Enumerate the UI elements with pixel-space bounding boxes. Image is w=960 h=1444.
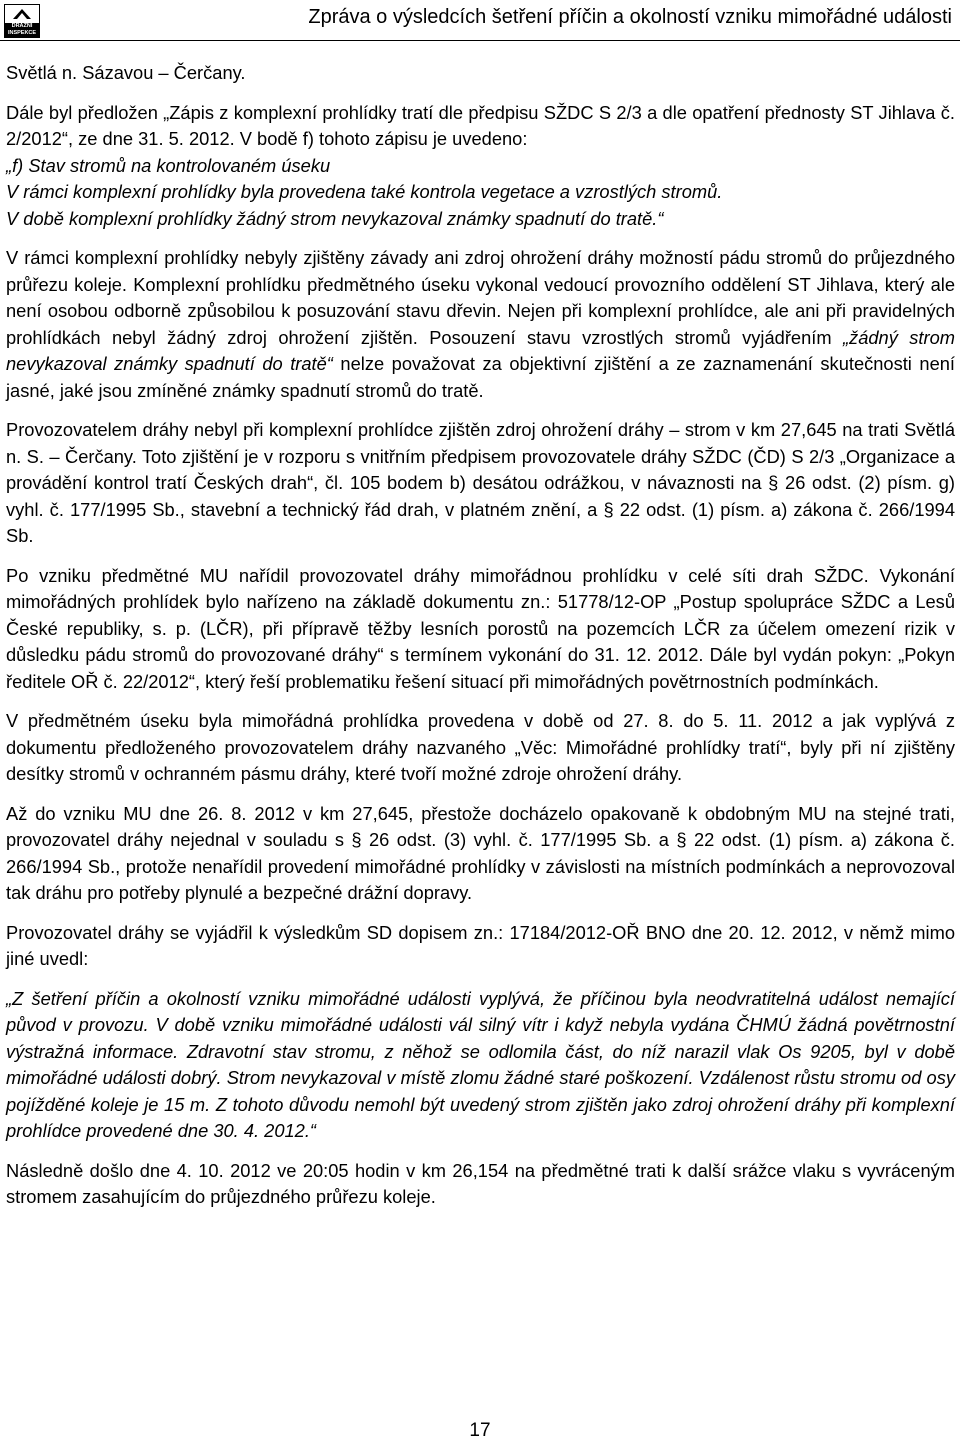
paragraph-assessment: [6, 245, 955, 404]
assessment-inline-quote: „žádný strom nevykazoval známky spadnutí do tratě“: [6, 326, 955, 374]
document-body: [6, 60, 955, 1224]
assessment-text: V rámci komplexní prohlídky nebyly zjištěny závady ani zdroj ohrožení dráhy možností pádu stromů do průjezdného průřezu koleje. Komplexní prohlídku předmětného úseku vykonal vedoucí provozního oddělení ST Jihlava, který ale není osobou odborně způsobilou k posuzování stavu dřevin. Nejen při komplexní prohlídce, ale ani při pravidelných prohlídkách nebyl žádný zdroj ohrožení zjištěn. Posouzení stavu vzrostlých stromů vyjádřením: [6, 247, 955, 348]
logo-text: [4, 23, 40, 38]
logo-wing-icon: [12, 7, 32, 22]
quote-zapis-line3: V době komplexní prohlídky žádný strom nevykazoval známky spadnutí do tratě.“: [6, 207, 664, 229]
document-header-title: Zpráva o výsledcích šetření příčin a okolností vzniku mimořádné události: [308, 6, 952, 28]
drazni-inspekce-logo-icon: [4, 4, 40, 38]
page-header: [0, 0, 960, 42]
quote-zapis-line2: V rámci komplexní prohlídky byla provedena také kontrola vegetace a vzrostlých stromů.: [6, 181, 723, 202]
paragraph-provozovatel: Provozovatelem dráhy nebyl při komplexní prohlídce zjištěn zdroj ohrožení dráhy – strom v km 27,645 na trati Světlá n. S. – Čerčany. Toto zjištění je v rozporu s vnitřním předpisem provozovatele dráhy SŽDC (ČD) S 2/3 „Organizace a provádění kontrol tratí Českých drah“, čl. 105 bodem b) desátou odrážkou, v návaznosti na § 26 odst. (2) písm. g) vyhl. č. 177/1995 Sb., stavební a technický řád drah, v platném znění, a § 22 odst. (1) písm. a) zákona č. 266/1994 Sb.: [6, 419, 955, 546]
paragraph-vyjadreni: Provozovatel dráhy se vyjádřil k výsledkům SD dopisem zn.: 17184/2012-OŘ BNO dne 20. 12. 2012, v němž mimo jiné uvedl:: [6, 921, 955, 969]
logo-line2: INSPEKCE: [7, 30, 37, 36]
paragraph-nasledne: Následně došlo dne 4. 10. 2012 ve 20:05 hodin v km 26,154 na předmětné trati k další srážce vlaku s vyvráceným stromem zasahujícím do průjezdného průřezu koleje.: [6, 1159, 955, 1207]
paragraph-az-do-vzniku: Až do vzniku MU dne 26. 8. 2012 v km 27,645, přestože docházelo opakovaně k obdobným MU na stejné trati, provozovatel dráhy nejednal v souladu s § 26 odst. (3) vyhl. č. 177/1995 Sb. a § 22 odst. (1) písm. a) zákona č. 266/1994 Sb., protože nenařídil provedení mimořádné prohlídky v závislosti na místních podmínkách a neprovozoval tak dráhu pro potřeby plynulé a bezpečné drážní dopravy.: [6, 802, 955, 903]
header-divider: [0, 40, 960, 41]
logo-line1: DRÁŽNÍ: [11, 23, 33, 29]
paragraph-zapis: Dále byl předložen „Zápis z komplexní prohlídky tratí dle předpisu SŽDC S 2/3 a dle opatření přednosty ST Jihlava č. 2/2012“, ze dne 31. 5. 2012. V bodě f) tohoto zápisu je uvedeno:: [6, 101, 955, 149]
paragraph-predmetny-usek: V předmětném úseku byla mimořádná prohlídka provedena v době od 27. 8. do 5. 11. 2012 a jak vyplývá z dokumentu předloženého provozovatelem dráhy nazvaného „Věc: Mimořádné prohlídky tratí“, byly při ní zjištěny desítky stromů v ochranném pásmu dráhy, které tvoří možné zdroje ohrožení dráhy.: [6, 710, 955, 784]
logo-emblem: [4, 4, 40, 24]
paragraph-mimoradna-prohlidka: Po vzniku předmětné MU nařídil provozovatel dráhy mimořádnou prohlídku v celé síti drah SŽDC. Vykonání mimořádných prohlídek bylo nařízeno na základě dokumentu zn.: 51778/12-OP „Postup spolupráce SŽDC a Lesů České republiky, s. p. (LČR), při přípravě těžby lesních porostů na pozemcích LČR za účelem omezení rizik v důsledku pádu stromů do provozované dráhy“ s termínem vykonání do 31. 12. 2012. Dále byl vydán pokyn: „Pokyn ředitele OŘ č. 22/2012“, který řeší problematiku řešení situací při mimořádných povětrnostních podmínkách.: [6, 564, 955, 692]
assessment-text-end: nelze považovat za objektivní zjištění a ze zaznamenání skutečnosti není jasné, jaké jsou zmíněné známky spadnutí stromů do tratě.: [6, 353, 955, 401]
quote-zapis-line1: „f) Stav stromů na kontrolovaném úseku: [6, 154, 331, 176]
quote-provozovatel: „Z šetření příčin a okolností vzniku mimořádné události vyplývá, že příčinou byla neodvratitelná událost nemající původ v provozu. V době vzniku mimořádné události vál silný vítr i když nebyla vydána ČHMÚ žádná povětrnostní výstražná informace. Zdravotní stav stromu, z něhož se odlomila část, do níž narazil vlak Os 9205, byl v době mimořádné události dobrý. Strom nevykazoval v místě zlomu žádné staré poškození. Vzdálenost růstu stromu od osy pojížděné koleje je 15 m. Z tohoto důvodu nemohl být uvedený strom zjištěn jako zdroj ohrožení dráhy při komplexní prohlídce provedené dne 30. 4. 2012.“: [6, 987, 955, 1141]
quote-zapis: [6, 153, 955, 233]
paragraph-intro: Světlá n. Sázavou – Čerčany.: [6, 62, 246, 83]
page-number: 17: [469, 1420, 491, 1441]
